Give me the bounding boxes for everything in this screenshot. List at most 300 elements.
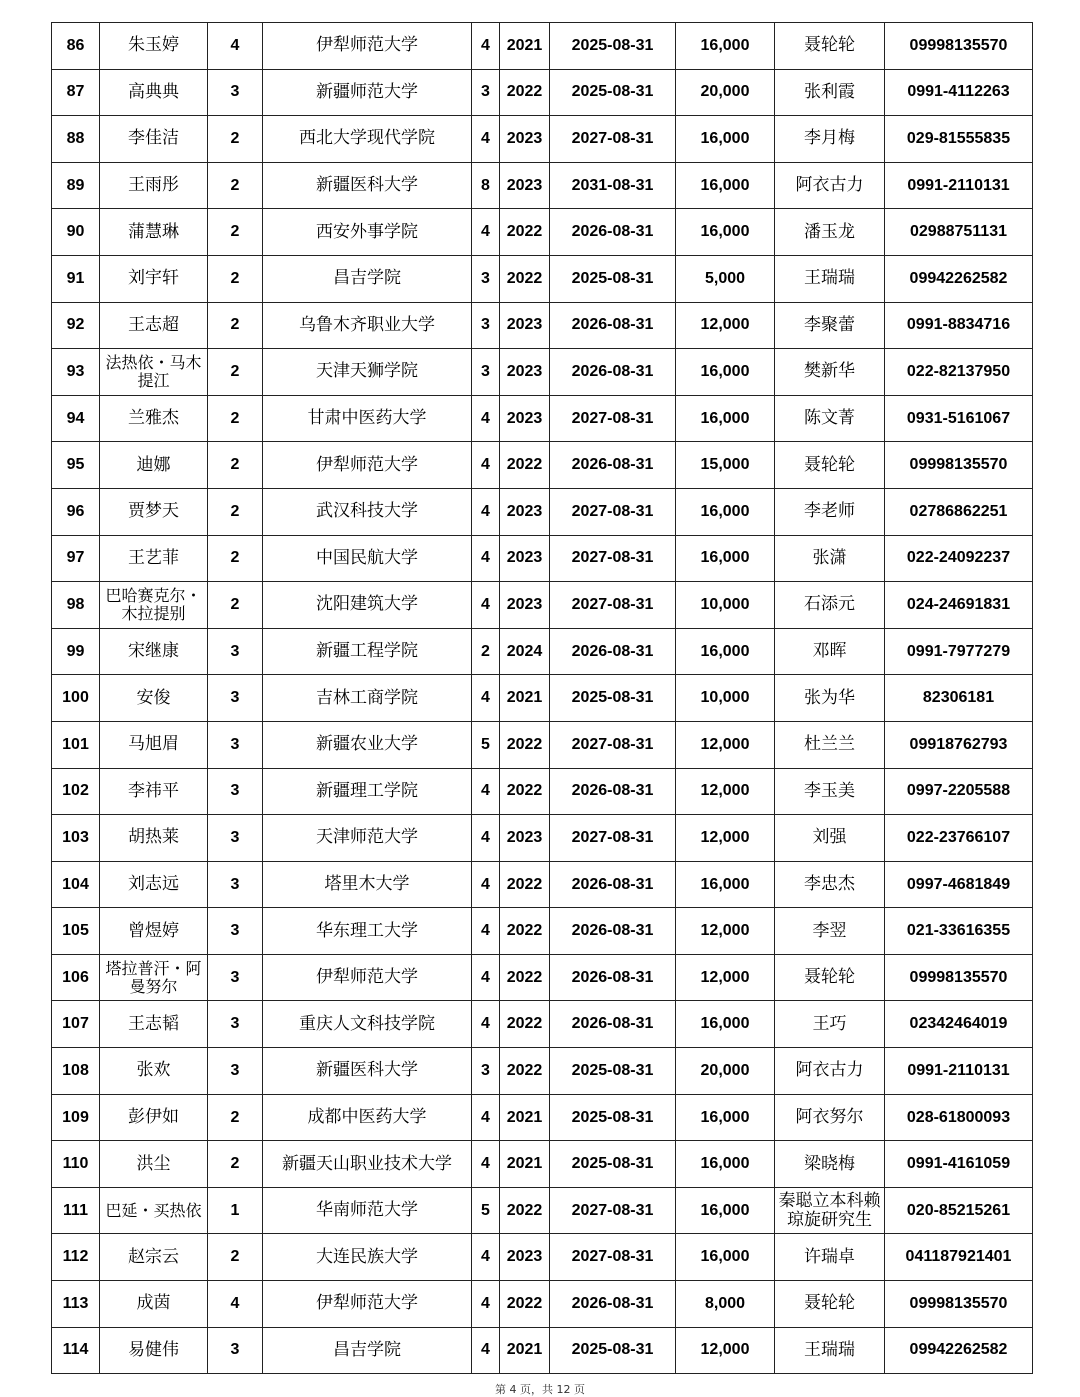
enroll-year-cell: 2023 xyxy=(500,395,550,442)
grade-cell: 3 xyxy=(208,721,263,768)
row-number-cell: 86 xyxy=(52,23,100,70)
amount-cell: 16,000 xyxy=(676,162,775,209)
university-cell: 新疆师范大学 xyxy=(263,69,472,116)
amount-cell: 12,000 xyxy=(676,815,775,862)
table-body xyxy=(52,23,1033,1374)
student-name-cell: 曾煜婷 xyxy=(100,908,208,955)
study-years-cell: 2 xyxy=(472,628,500,675)
student-name-cell: 宋继康 xyxy=(100,628,208,675)
row-number-cell: 98 xyxy=(52,582,100,629)
student-name-cell: 刘志远 xyxy=(100,861,208,908)
study-years-cell: 4 xyxy=(472,535,500,582)
end-date-cell: 2025-08-31 xyxy=(550,1094,676,1141)
study-years-cell: 5 xyxy=(472,1187,500,1234)
amount-cell: 15,000 xyxy=(676,442,775,489)
study-years-cell: 4 xyxy=(472,116,500,163)
amount-cell: 20,000 xyxy=(676,1048,775,1095)
table-row xyxy=(52,302,1033,349)
contact-phone-cell: 09942262582 xyxy=(885,1327,1033,1374)
end-date-cell: 2025-08-31 xyxy=(550,255,676,302)
grade-cell: 2 xyxy=(208,209,263,256)
contact-person-cell: 陈文菁 xyxy=(775,395,885,442)
contact-phone-cell: 029-81555835 xyxy=(885,116,1033,163)
amount-cell: 16,000 xyxy=(676,349,775,396)
table-row xyxy=(52,628,1033,675)
contact-person-cell: 王巧 xyxy=(775,1001,885,1048)
study-years-cell: 4 xyxy=(472,1141,500,1188)
study-years-cell: 4 xyxy=(472,1001,500,1048)
amount-cell: 16,000 xyxy=(676,628,775,675)
study-years-cell: 4 xyxy=(472,23,500,70)
table-row xyxy=(52,1234,1033,1281)
table-row xyxy=(52,1281,1033,1328)
enroll-year-cell: 2022 xyxy=(500,721,550,768)
grade-cell: 3 xyxy=(208,1001,263,1048)
enroll-year-cell: 2022 xyxy=(500,442,550,489)
table-row xyxy=(52,954,1033,1001)
student-name-cell: 李祎平 xyxy=(100,768,208,815)
row-number-cell: 97 xyxy=(52,535,100,582)
student-name-cell: 蒲慧琳 xyxy=(100,209,208,256)
student-name-cell: 迪娜 xyxy=(100,442,208,489)
enroll-year-cell: 2022 xyxy=(500,1281,550,1328)
university-cell: 成都中医药大学 xyxy=(263,1094,472,1141)
enroll-year-cell: 2022 xyxy=(500,69,550,116)
contact-phone-cell: 09998135570 xyxy=(885,442,1033,489)
contact-person-cell: 张为华 xyxy=(775,675,885,722)
page-footer: 第 4 页，共 12 页 xyxy=(495,1383,585,1396)
student-name-cell: 朱玉婷 xyxy=(100,23,208,70)
grade-cell: 3 xyxy=(208,908,263,955)
student-name-cell: 张欢 xyxy=(100,1048,208,1095)
contact-phone-cell: 022-82137950 xyxy=(885,349,1033,396)
student-name-cell: 王艺菲 xyxy=(100,535,208,582)
contact-phone-cell: 0997-4681849 xyxy=(885,861,1033,908)
contact-person-cell: 樊新华 xyxy=(775,349,885,396)
contact-person-cell: 张利霞 xyxy=(775,69,885,116)
grade-cell: 4 xyxy=(208,1281,263,1328)
enroll-year-cell: 2022 xyxy=(500,908,550,955)
contact-person-cell: 刘强 xyxy=(775,815,885,862)
university-cell: 天津天狮学院 xyxy=(263,349,472,396)
grade-cell: 2 xyxy=(208,395,263,442)
contact-phone-cell: 0991-2110131 xyxy=(885,1048,1033,1095)
student-name-cell: 安俊 xyxy=(100,675,208,722)
university-cell: 新疆工程学院 xyxy=(263,628,472,675)
enroll-year-cell: 2023 xyxy=(500,162,550,209)
student-name-cell: 兰雅杰 xyxy=(100,395,208,442)
study-years-cell: 4 xyxy=(472,1234,500,1281)
university-cell: 新疆医科大学 xyxy=(263,1048,472,1095)
student-name-cell: 易健伟 xyxy=(100,1327,208,1374)
amount-cell: 16,000 xyxy=(676,1094,775,1141)
row-number-cell: 105 xyxy=(52,908,100,955)
end-date-cell: 2026-08-31 xyxy=(550,349,676,396)
enroll-year-cell: 2021 xyxy=(500,1327,550,1374)
row-number-cell: 100 xyxy=(52,675,100,722)
grade-cell: 3 xyxy=(208,69,263,116)
row-number-cell: 89 xyxy=(52,162,100,209)
amount-cell: 16,000 xyxy=(676,488,775,535)
study-years-cell: 4 xyxy=(472,442,500,489)
contact-phone-cell: 0991-4112263 xyxy=(885,69,1033,116)
amount-cell: 12,000 xyxy=(676,721,775,768)
contact-person-cell: 李玉美 xyxy=(775,768,885,815)
student-name-cell: 王志韬 xyxy=(100,1001,208,1048)
end-date-cell: 2025-08-31 xyxy=(550,23,676,70)
university-cell: 昌吉学院 xyxy=(263,1327,472,1374)
grade-cell: 2 xyxy=(208,1141,263,1188)
university-cell: 伊犁师范大学 xyxy=(263,1281,472,1328)
end-date-cell: 2027-08-31 xyxy=(550,815,676,862)
study-years-cell: 4 xyxy=(472,395,500,442)
contact-phone-cell: 02786862251 xyxy=(885,488,1033,535)
study-years-cell: 4 xyxy=(472,488,500,535)
student-name-cell: 李佳洁 xyxy=(100,116,208,163)
student-name-cell: 刘宇轩 xyxy=(100,255,208,302)
table-row xyxy=(52,395,1033,442)
enroll-year-cell: 2023 xyxy=(500,815,550,862)
contact-person-cell: 杜兰兰 xyxy=(775,721,885,768)
contact-phone-cell: 09998135570 xyxy=(885,954,1033,1001)
end-date-cell: 2025-08-31 xyxy=(550,675,676,722)
study-years-cell: 4 xyxy=(472,209,500,256)
enroll-year-cell: 2021 xyxy=(500,23,550,70)
grade-cell: 3 xyxy=(208,815,263,862)
amount-cell: 16,000 xyxy=(676,209,775,256)
contact-person-cell: 石添元 xyxy=(775,582,885,629)
contact-phone-cell: 028-61800093 xyxy=(885,1094,1033,1141)
table-row xyxy=(52,675,1033,722)
grade-cell: 2 xyxy=(208,442,263,489)
university-cell: 伊犁师范大学 xyxy=(263,23,472,70)
study-years-cell: 5 xyxy=(472,721,500,768)
amount-cell: 12,000 xyxy=(676,302,775,349)
amount-cell: 16,000 xyxy=(676,1187,775,1234)
table-row xyxy=(52,721,1033,768)
enroll-year-cell: 2021 xyxy=(500,1141,550,1188)
enroll-year-cell: 2022 xyxy=(500,768,550,815)
study-years-cell: 4 xyxy=(472,675,500,722)
row-number-cell: 107 xyxy=(52,1001,100,1048)
table-row xyxy=(52,582,1033,629)
table-row xyxy=(52,488,1033,535)
table-row xyxy=(52,69,1033,116)
enroll-year-cell: 2022 xyxy=(500,861,550,908)
university-cell: 大连民族大学 xyxy=(263,1234,472,1281)
enroll-year-cell: 2021 xyxy=(500,1094,550,1141)
grade-cell: 3 xyxy=(208,1327,263,1374)
study-years-cell: 4 xyxy=(472,768,500,815)
table-row xyxy=(52,349,1033,396)
student-name-cell: 巴哈赛克尔・木拉提别 xyxy=(100,582,208,629)
amount-cell: 12,000 xyxy=(676,1327,775,1374)
amount-cell: 16,000 xyxy=(676,116,775,163)
student-name-cell: 巴延・买热依 xyxy=(100,1187,208,1234)
row-number-cell: 109 xyxy=(52,1094,100,1141)
contact-phone-cell: 09942262582 xyxy=(885,255,1033,302)
end-date-cell: 2027-08-31 xyxy=(550,395,676,442)
end-date-cell: 2027-08-31 xyxy=(550,721,676,768)
grade-cell: 2 xyxy=(208,535,263,582)
table-row xyxy=(52,815,1033,862)
contact-person-cell: 聂轮轮 xyxy=(775,442,885,489)
end-date-cell: 2027-08-31 xyxy=(550,1187,676,1234)
grade-cell: 2 xyxy=(208,582,263,629)
study-years-cell: 4 xyxy=(472,815,500,862)
row-number-cell: 104 xyxy=(52,861,100,908)
study-years-cell: 3 xyxy=(472,255,500,302)
enroll-year-cell: 2022 xyxy=(500,209,550,256)
row-number-cell: 102 xyxy=(52,768,100,815)
table-row xyxy=(52,23,1033,70)
end-date-cell: 2026-08-31 xyxy=(550,908,676,955)
student-name-cell: 贾梦天 xyxy=(100,488,208,535)
amount-cell: 20,000 xyxy=(676,69,775,116)
row-number-cell: 93 xyxy=(52,349,100,396)
university-cell: 西北大学现代学院 xyxy=(263,116,472,163)
amount-cell: 16,000 xyxy=(676,1234,775,1281)
row-number-cell: 87 xyxy=(52,69,100,116)
contact-phone-cell: 0991-4161059 xyxy=(885,1141,1033,1188)
amount-cell: 10,000 xyxy=(676,675,775,722)
student-name-cell: 法热依・马木提江 xyxy=(100,349,208,396)
contact-phone-cell: 82306181 xyxy=(885,675,1033,722)
study-years-cell: 4 xyxy=(472,582,500,629)
study-years-cell: 3 xyxy=(472,349,500,396)
contact-phone-cell: 0991-7977279 xyxy=(885,628,1033,675)
end-date-cell: 2027-08-31 xyxy=(550,488,676,535)
university-cell: 沈阳建筑大学 xyxy=(263,582,472,629)
end-date-cell: 2025-08-31 xyxy=(550,69,676,116)
contact-person-cell: 聂轮轮 xyxy=(775,954,885,1001)
grade-cell: 2 xyxy=(208,488,263,535)
university-cell: 伊犁师范大学 xyxy=(263,442,472,489)
enroll-year-cell: 2023 xyxy=(500,116,550,163)
student-name-cell: 马旭眉 xyxy=(100,721,208,768)
table-row xyxy=(52,1001,1033,1048)
contact-person-cell: 张潇 xyxy=(775,535,885,582)
row-number-cell: 90 xyxy=(52,209,100,256)
table-row xyxy=(52,908,1033,955)
enroll-year-cell: 2022 xyxy=(500,954,550,1001)
grade-cell: 3 xyxy=(208,768,263,815)
university-cell: 昌吉学院 xyxy=(263,255,472,302)
study-years-cell: 4 xyxy=(472,1281,500,1328)
contact-phone-cell: 02988751131 xyxy=(885,209,1033,256)
row-number-cell: 111 xyxy=(52,1187,100,1234)
table-row xyxy=(52,1141,1033,1188)
enroll-year-cell: 2023 xyxy=(500,349,550,396)
grade-cell: 2 xyxy=(208,255,263,302)
student-name-cell: 高典典 xyxy=(100,69,208,116)
end-date-cell: 2025-08-31 xyxy=(550,1327,676,1374)
contact-phone-cell: 09918762793 xyxy=(885,721,1033,768)
contact-person-cell: 阿衣古力 xyxy=(775,162,885,209)
table-row xyxy=(52,116,1033,163)
university-cell: 甘肃中医药大学 xyxy=(263,395,472,442)
contact-phone-cell: 0991-8834716 xyxy=(885,302,1033,349)
study-years-cell: 4 xyxy=(472,908,500,955)
end-date-cell: 2025-08-31 xyxy=(550,1048,676,1095)
enroll-year-cell: 2023 xyxy=(500,582,550,629)
end-date-cell: 2026-08-31 xyxy=(550,954,676,1001)
end-date-cell: 2026-08-31 xyxy=(550,861,676,908)
grade-cell: 2 xyxy=(208,349,263,396)
study-years-cell: 3 xyxy=(472,69,500,116)
enroll-year-cell: 2022 xyxy=(500,1048,550,1095)
grade-cell: 3 xyxy=(208,954,263,1001)
contact-person-cell: 阿衣努尔 xyxy=(775,1094,885,1141)
study-years-cell: 4 xyxy=(472,954,500,1001)
contact-person-cell: 王瑞瑞 xyxy=(775,1327,885,1374)
amount-cell: 16,000 xyxy=(676,395,775,442)
student-name-cell: 王雨彤 xyxy=(100,162,208,209)
row-number-cell: 94 xyxy=(52,395,100,442)
contact-phone-cell: 0991-2110131 xyxy=(885,162,1033,209)
contact-person-cell: 李聚蕾 xyxy=(775,302,885,349)
row-number-cell: 112 xyxy=(52,1234,100,1281)
contact-phone-cell: 09998135570 xyxy=(885,23,1033,70)
table-row xyxy=(52,1094,1033,1141)
contact-person-cell: 邓晖 xyxy=(775,628,885,675)
amount-cell: 16,000 xyxy=(676,1141,775,1188)
grade-cell: 3 xyxy=(208,675,263,722)
study-years-cell: 8 xyxy=(472,162,500,209)
contact-person-cell: 李翌 xyxy=(775,908,885,955)
contact-person-cell: 李月梅 xyxy=(775,116,885,163)
end-date-cell: 2027-08-31 xyxy=(550,535,676,582)
contact-person-cell: 潘玉龙 xyxy=(775,209,885,256)
grade-cell: 3 xyxy=(208,861,263,908)
row-number-cell: 91 xyxy=(52,255,100,302)
enroll-year-cell: 2022 xyxy=(500,255,550,302)
university-cell: 乌鲁木齐职业大学 xyxy=(263,302,472,349)
contact-person-cell: 李老师 xyxy=(775,488,885,535)
table-row xyxy=(52,162,1033,209)
university-cell: 新疆农业大学 xyxy=(263,721,472,768)
row-number-cell: 110 xyxy=(52,1141,100,1188)
university-cell: 华东理工大学 xyxy=(263,908,472,955)
contact-phone-cell: 041187921401 xyxy=(885,1234,1033,1281)
university-cell: 武汉科技大学 xyxy=(263,488,472,535)
end-date-cell: 2031-08-31 xyxy=(550,162,676,209)
row-number-cell: 96 xyxy=(52,488,100,535)
contact-person-cell: 秦聪立本科赖琼旋研究生 xyxy=(775,1187,885,1234)
university-cell: 伊犁师范大学 xyxy=(263,954,472,1001)
row-number-cell: 108 xyxy=(52,1048,100,1095)
end-date-cell: 2026-08-31 xyxy=(550,768,676,815)
student-name-cell: 赵宗云 xyxy=(100,1234,208,1281)
end-date-cell: 2026-08-31 xyxy=(550,1281,676,1328)
student-name-cell: 成茵 xyxy=(100,1281,208,1328)
grade-cell: 4 xyxy=(208,23,263,70)
table-row xyxy=(52,1187,1033,1234)
contact-person-cell: 李忠杰 xyxy=(775,861,885,908)
row-number-cell: 106 xyxy=(52,954,100,1001)
contact-phone-cell: 0931-5161067 xyxy=(885,395,1033,442)
university-cell: 塔里木大学 xyxy=(263,861,472,908)
amount-cell: 10,000 xyxy=(676,582,775,629)
enroll-year-cell: 2022 xyxy=(500,1001,550,1048)
contact-phone-cell: 020-85215261 xyxy=(885,1187,1033,1234)
enroll-year-cell: 2023 xyxy=(500,302,550,349)
study-years-cell: 3 xyxy=(472,302,500,349)
end-date-cell: 2026-08-31 xyxy=(550,1001,676,1048)
amount-cell: 16,000 xyxy=(676,535,775,582)
amount-cell: 16,000 xyxy=(676,1001,775,1048)
contact-person-cell: 聂轮轮 xyxy=(775,23,885,70)
contact-phone-cell: 024-24691831 xyxy=(885,582,1033,629)
row-number-cell: 101 xyxy=(52,721,100,768)
row-number-cell: 99 xyxy=(52,628,100,675)
table-row xyxy=(52,768,1033,815)
amount-cell: 16,000 xyxy=(676,861,775,908)
contact-phone-cell: 0997-2205588 xyxy=(885,768,1033,815)
university-cell: 天津师范大学 xyxy=(263,815,472,862)
enroll-year-cell: 2023 xyxy=(500,1234,550,1281)
university-cell: 吉林工商学院 xyxy=(263,675,472,722)
table-row xyxy=(52,1048,1033,1095)
enroll-year-cell: 2023 xyxy=(500,535,550,582)
grade-cell: 2 xyxy=(208,1094,263,1141)
amount-cell: 12,000 xyxy=(676,768,775,815)
student-name-cell: 洪尘 xyxy=(100,1141,208,1188)
contact-person-cell: 聂轮轮 xyxy=(775,1281,885,1328)
amount-cell: 12,000 xyxy=(676,954,775,1001)
end-date-cell: 2026-08-31 xyxy=(550,628,676,675)
amount-cell: 16,000 xyxy=(676,23,775,70)
contact-phone-cell: 09998135570 xyxy=(885,1281,1033,1328)
table-row xyxy=(52,861,1033,908)
row-number-cell: 92 xyxy=(52,302,100,349)
enroll-year-cell: 2021 xyxy=(500,675,550,722)
row-number-cell: 95 xyxy=(52,442,100,489)
amount-cell: 8,000 xyxy=(676,1281,775,1328)
grade-cell: 3 xyxy=(208,1048,263,1095)
table-row xyxy=(52,1327,1033,1374)
end-date-cell: 2027-08-31 xyxy=(550,116,676,163)
row-number-cell: 113 xyxy=(52,1281,100,1328)
student-name-cell: 王志超 xyxy=(100,302,208,349)
table-row xyxy=(52,209,1033,256)
study-years-cell: 4 xyxy=(472,1094,500,1141)
contact-person-cell: 阿衣古力 xyxy=(775,1048,885,1095)
study-years-cell: 4 xyxy=(472,861,500,908)
student-name-cell: 彭伊如 xyxy=(100,1094,208,1141)
grade-cell: 2 xyxy=(208,162,263,209)
contact-phone-cell: 022-23766107 xyxy=(885,815,1033,862)
table-row xyxy=(52,442,1033,489)
university-cell: 新疆医科大学 xyxy=(263,162,472,209)
study-years-cell: 3 xyxy=(472,1048,500,1095)
enroll-year-cell: 2023 xyxy=(500,488,550,535)
row-number-cell: 103 xyxy=(52,815,100,862)
table-row xyxy=(52,255,1033,302)
end-date-cell: 2027-08-31 xyxy=(550,582,676,629)
contact-phone-cell: 021-33616355 xyxy=(885,908,1033,955)
row-number-cell: 88 xyxy=(52,116,100,163)
contact-phone-cell: 02342464019 xyxy=(885,1001,1033,1048)
contact-person-cell: 许瑞卓 xyxy=(775,1234,885,1281)
university-cell: 新疆天山职业技术大学 xyxy=(263,1141,472,1188)
university-cell: 华南师范大学 xyxy=(263,1187,472,1234)
grade-cell: 2 xyxy=(208,302,263,349)
student-name-cell: 胡热莱 xyxy=(100,815,208,862)
enroll-year-cell: 2024 xyxy=(500,628,550,675)
study-years-cell: 4 xyxy=(472,1327,500,1374)
grade-cell: 2 xyxy=(208,116,263,163)
